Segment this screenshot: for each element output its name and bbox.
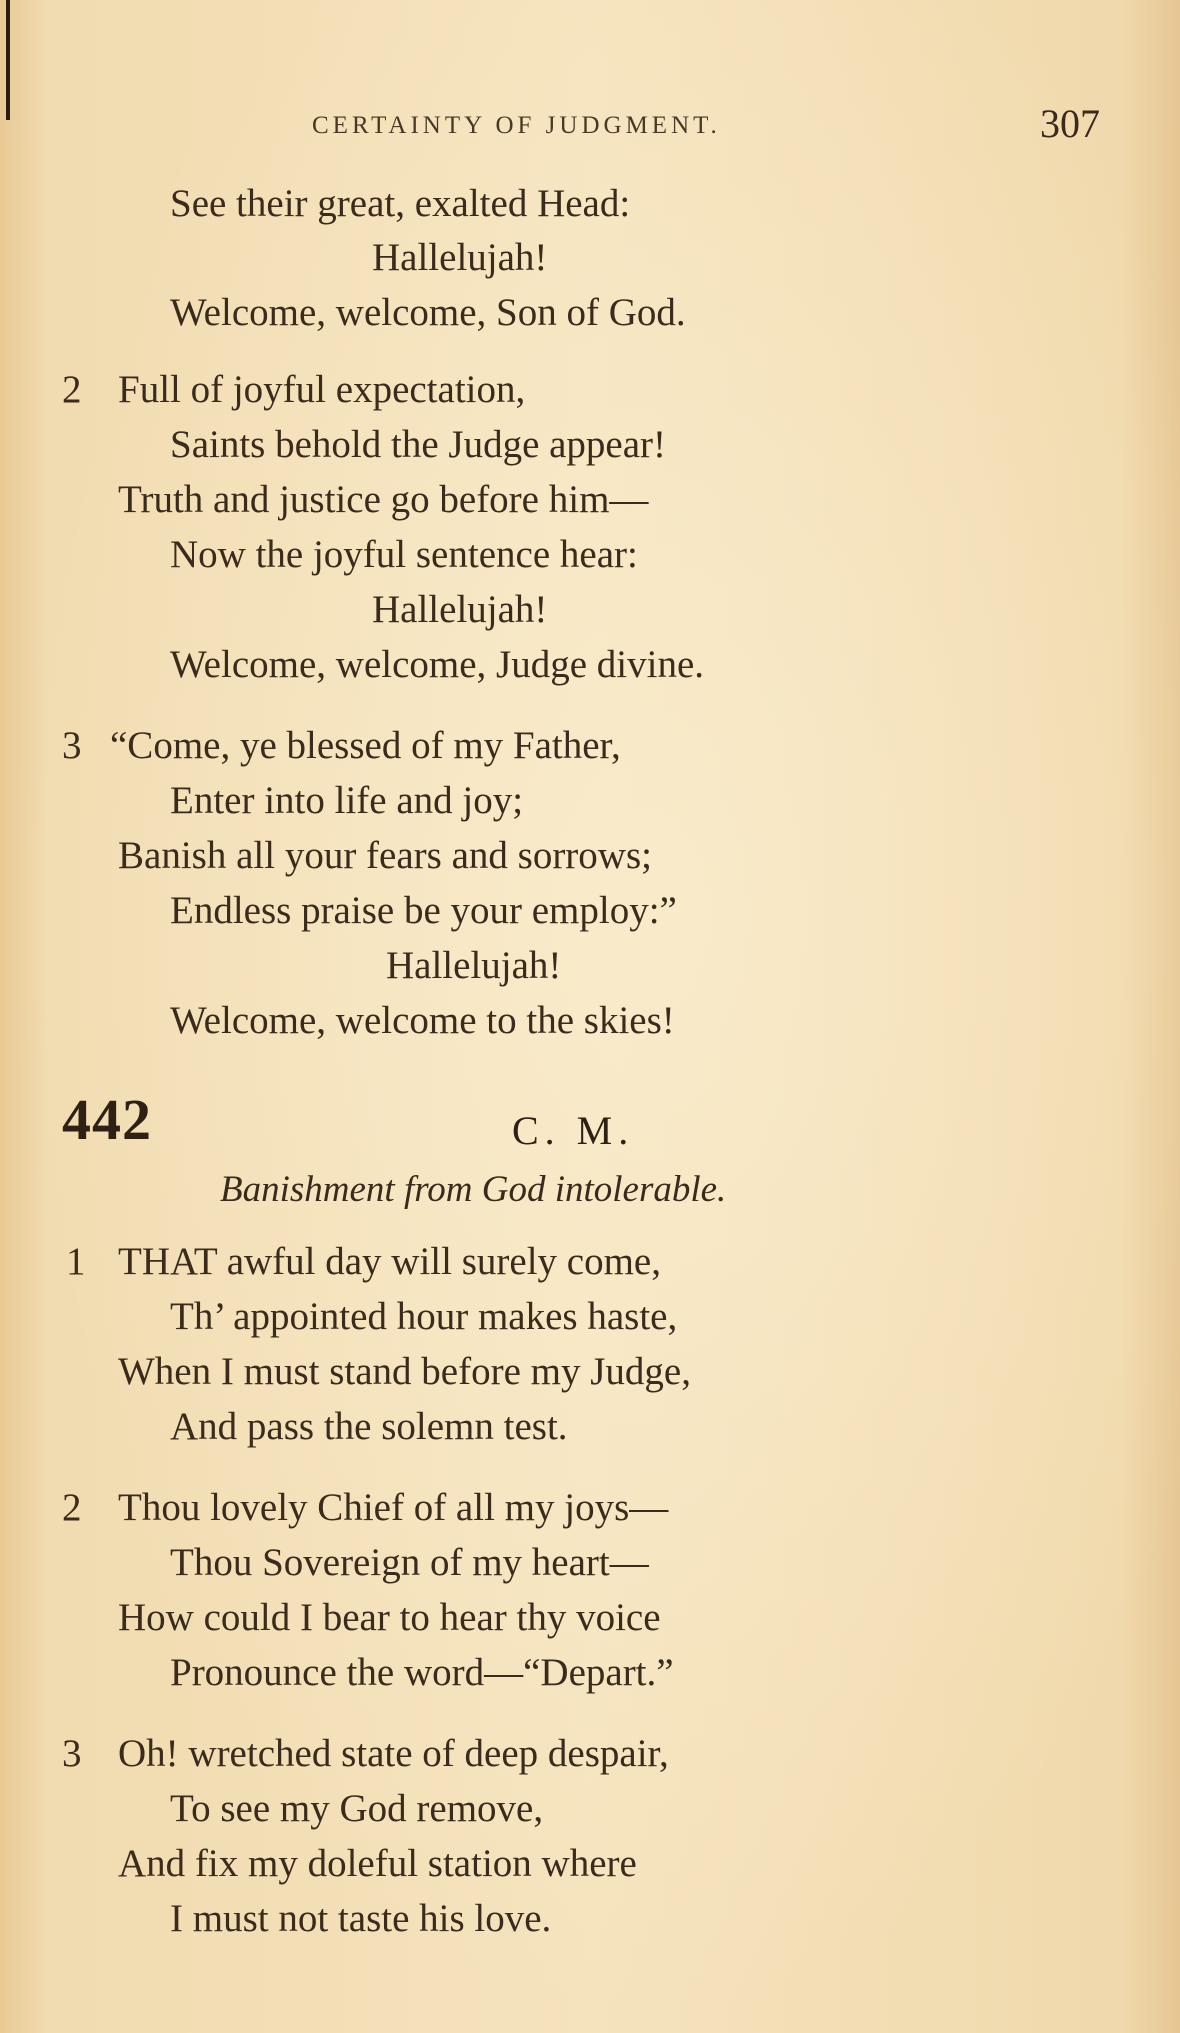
stanza-number: 1 <box>66 1240 86 1283</box>
verse-line: Full of joyful expectation, <box>118 368 526 411</box>
verse-line: Welcome, welcome, Judge divine. <box>170 643 705 686</box>
stanza-number: 3 <box>62 724 82 767</box>
verse-line: Thou Sovereign of my heart— <box>170 1541 649 1584</box>
verse-line: See their great, exalted Head: <box>170 182 631 225</box>
verse-line: Oh! wretched state of deep despair, <box>118 1732 669 1775</box>
hymn-title: Banishment from God intolerable. <box>220 1169 727 1210</box>
stanza-number: 2 <box>62 368 82 411</box>
stanza-number: 2 <box>62 1486 82 1529</box>
page-header <box>0 100 1180 160</box>
hymn-meter: C. M. <box>512 1108 635 1153</box>
verse-line: Now the joyful sentence hear: <box>170 533 638 576</box>
verse-line: How could I bear to hear thy voice <box>118 1596 661 1639</box>
verse-line: Enter into life and joy; <box>170 779 524 822</box>
page-number: 307 <box>1040 101 1100 146</box>
verse-line: Hallelujah! <box>372 236 548 279</box>
verse-line: Thou lovely Chief of all my joys— <box>118 1486 669 1529</box>
verse-line: And pass the solemn test. <box>170 1405 568 1448</box>
running-head: CERTAINTY OF JUDGMENT. <box>312 112 721 139</box>
verse-line: Banish all your fears and sorrows; <box>118 834 652 877</box>
verse-line: And fix my doleful station where <box>118 1842 637 1885</box>
verse-line: Welcome, welcome, Son of God. <box>170 291 686 334</box>
verse-line: Saints behold the Judge appear! <box>170 423 667 466</box>
verse-line: “Come, ye blessed of my Father, <box>110 724 621 767</box>
verse-line: Hallelujah! <box>372 588 548 631</box>
verse-line: When I must stand before my Judge, <box>118 1350 691 1393</box>
verse-line: Truth and justice go before him— <box>118 478 649 521</box>
stanza-number: 3 <box>62 1732 82 1775</box>
verse-line: Pronounce the word—“Depart.” <box>170 1651 674 1694</box>
hymn-number: 442 <box>62 1087 152 1152</box>
verse-line: Th’ appointed hour makes haste, <box>170 1295 678 1338</box>
verse-line: To see my God remove, <box>170 1787 544 1830</box>
verse-line: Endless praise be your employ:” <box>170 889 677 932</box>
verse-line: Hallelujah! <box>386 944 562 987</box>
verse-line: I must not taste his love. <box>170 1897 552 1940</box>
verse-line: THAT awful day will surely come, <box>118 1240 661 1283</box>
verse-line: Welcome, welcome to the skies! <box>170 999 675 1042</box>
